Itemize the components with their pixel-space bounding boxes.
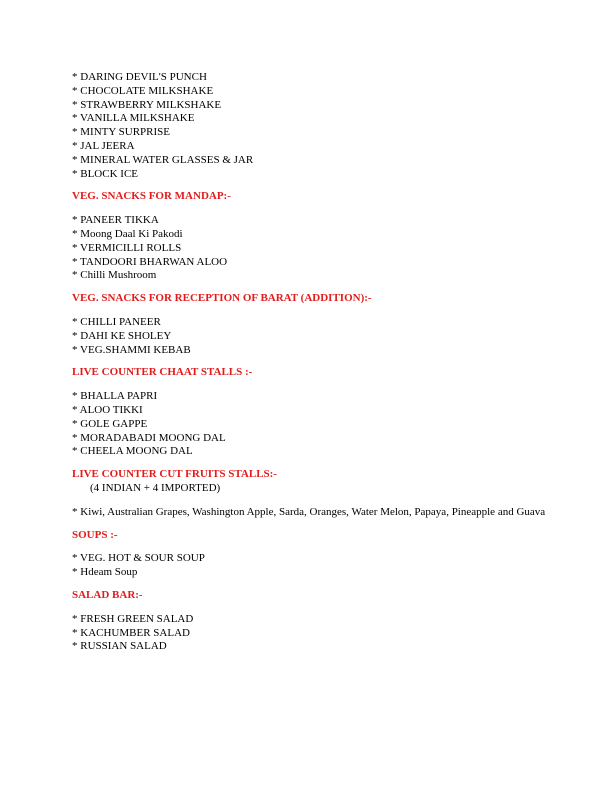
list-item: * VANILLA MILKSHAKE (72, 112, 195, 125)
chaat-list (72, 390, 552, 459)
menu-page (72, 71, 552, 654)
list-item: * GOLE GAPPE (72, 417, 148, 430)
beverages-list (72, 71, 552, 181)
list-item: * FRESH GREEN SALAD (72, 612, 194, 625)
list-item: * MINERAL WATER GLASSES & JAR (72, 153, 254, 166)
salad-list (72, 613, 552, 654)
list-item: * PANEER TIKKA (72, 214, 159, 227)
list-item: * VERMICILLI ROLLS (72, 241, 182, 254)
reception-list (72, 316, 552, 357)
list-item: * VEG. HOT & SOUR SOUP (72, 552, 205, 565)
section-heading-reception: VEG. SNACKS FOR RECEPTION OF BARAT (ADDITION):- (72, 292, 372, 305)
soups-list (72, 552, 552, 580)
list-item: * VEG.SHAMMI KEBAB (72, 343, 191, 356)
list-item: * STRAWBERRY MILKSHAKE (72, 98, 222, 111)
list-item: * KACHUMBER SALAD (72, 626, 190, 639)
list-item: * RUSSIAN SALAD (72, 640, 167, 653)
list-item: * TANDOORI BHARWAN ALOO (72, 255, 228, 268)
list-item: * BHALLA PAPRI (72, 390, 158, 403)
list-item: * CHEELA MOONG DAL (72, 445, 193, 458)
list-item: * Moong Daal Ki Pakodi (72, 227, 183, 240)
list-item: * DARING DEVIL'S PUNCH (72, 71, 207, 83)
section-heading-mandap: VEG. SNACKS FOR MANDAP:- (72, 190, 231, 203)
section-heading-salad: SALAD BAR:- (72, 588, 143, 601)
list-item: * ALOO TIKKI (72, 403, 143, 416)
list-item: * Hdeam Soup (72, 566, 138, 579)
list-item: * DAHI KE SHOLEY (72, 329, 172, 342)
list-item: * Chilli Mushroom (72, 269, 157, 282)
list-item: * BLOCK ICE (72, 167, 138, 180)
mandap-list (72, 214, 552, 283)
section-heading-fruits: LIVE COUNTER CUT FRUITS STALLS:- (72, 468, 277, 481)
list-item: * MINTY SURPRISE (72, 126, 170, 139)
list-item: * CHOCOLATE MILKSHAKE (72, 84, 214, 97)
list-item: * MORADABADI MOONG DAL (72, 431, 226, 444)
list-item: * JAL JEERA (72, 139, 135, 152)
list-item: * CHILLI PANEER (72, 315, 161, 328)
fruits-subheading: (4 INDIAN + 4 IMPORTED) (90, 481, 221, 494)
fruits-description: * Kiwi, Australian Grapes, Washington Apple, Sarda, Oranges, Water Melon, Papaya, Pineapple and Guava (72, 505, 546, 518)
section-heading-soups: SOUPS :- (72, 528, 118, 541)
section-heading-chaat: LIVE COUNTER CHAAT STALLS :- (72, 366, 253, 379)
